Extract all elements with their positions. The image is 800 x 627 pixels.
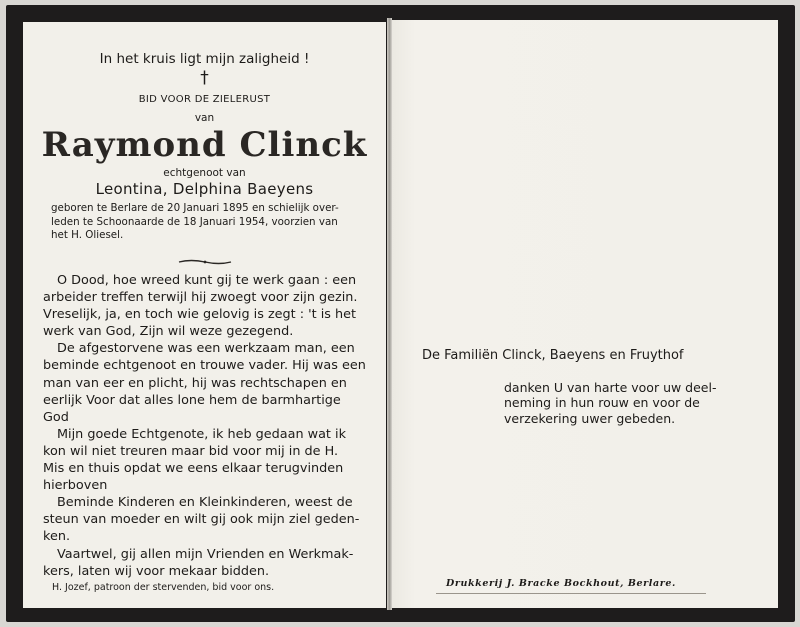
bio-line: geboren te Berlare de 20 Januari 1895 en schielijk over- xyxy=(51,202,339,214)
poem-line: Vreselijk, ja, en toch wie gelovig is zegt : 't is het xyxy=(43,307,357,323)
poem-line: steun van moeder en wilt gij ook mijn ziel geden- xyxy=(43,512,360,528)
van-label: van xyxy=(194,112,215,124)
poem-line: hierboven xyxy=(43,478,108,494)
poem-line: kon wil niet treuren maar bid voor mij in de H. xyxy=(43,443,339,459)
poem-line: O Dood, hoe wreed kunt gij te werk gaan : een xyxy=(57,273,357,288)
bio-line: leden te Schoonaarde de 18 Januari 1954, voorzien van xyxy=(51,215,338,228)
patron-prayer: H. Jozef, patroon der stervenden, bid voor ons. xyxy=(52,582,275,593)
bio-line: het H. Oliesel. xyxy=(51,229,124,242)
poem-line: Mijn goede Echtgenote, ik heb gedaan wat ik xyxy=(57,426,346,442)
memorial-card xyxy=(6,5,795,622)
families-line: De Familiën Clinck, Baeyens en Fruythof xyxy=(422,348,684,363)
thanks-block xyxy=(504,380,734,426)
cross-icon: † xyxy=(200,68,209,88)
thanks-line: danken U van harte voor uw deel- xyxy=(504,380,717,395)
poem-line: Vaartwel, gij allen mijn Vrienden en Werkmak- xyxy=(57,546,354,562)
poem-line: De afgestorvene was een werkzaam man, een xyxy=(57,341,355,357)
ornamental-divider xyxy=(177,258,233,266)
spouse-name: Leontina, Delphina Baeyens xyxy=(95,180,314,198)
left-page xyxy=(23,22,386,608)
poem-line: beminde echtgenoot en trouwe vader. Hij was een xyxy=(43,358,366,374)
poem-line: God xyxy=(43,409,69,425)
poem-line: eerlijk Voor dat alles lone hem de barmhartige xyxy=(43,392,341,408)
thanks-line: verzekering uwer gebeden. xyxy=(504,410,676,426)
printer-credit: Drukkerij J. Bracke Bockhout, Berlare. xyxy=(446,578,676,589)
deceased-name: Raymond Clinck xyxy=(41,125,368,165)
poem-block xyxy=(43,272,379,580)
poem-line: kers, laten wij voor mekaar bidden. xyxy=(43,563,270,579)
motto: In het kruis ligt mijn zaligheid ! xyxy=(99,51,310,67)
poem-line: arbeider treffen terwijl hij zwoegt voor zijn gezin. xyxy=(43,290,358,306)
poem-line: ken. xyxy=(43,529,71,545)
poem-line: man van eer en plicht, hij was rechtschapen en xyxy=(43,375,347,391)
printer-underline xyxy=(436,593,706,594)
spouse-intro: echtgenoot van xyxy=(163,167,246,179)
poem-line: werk van God, Zijn wil weze gezegend. xyxy=(43,324,294,340)
bio-block xyxy=(51,202,371,243)
poem-line: Mis en thuis opdat we eens elkaar terugvinden xyxy=(43,461,344,477)
right-page xyxy=(392,20,778,608)
prayer-heading: BID VOOR DE ZIELERUST xyxy=(138,94,271,105)
thanks-line: neming in hun rouw en voor de xyxy=(504,395,700,411)
poem-line: Beminde Kinderen en Kleinkinderen, weest de xyxy=(57,495,353,511)
